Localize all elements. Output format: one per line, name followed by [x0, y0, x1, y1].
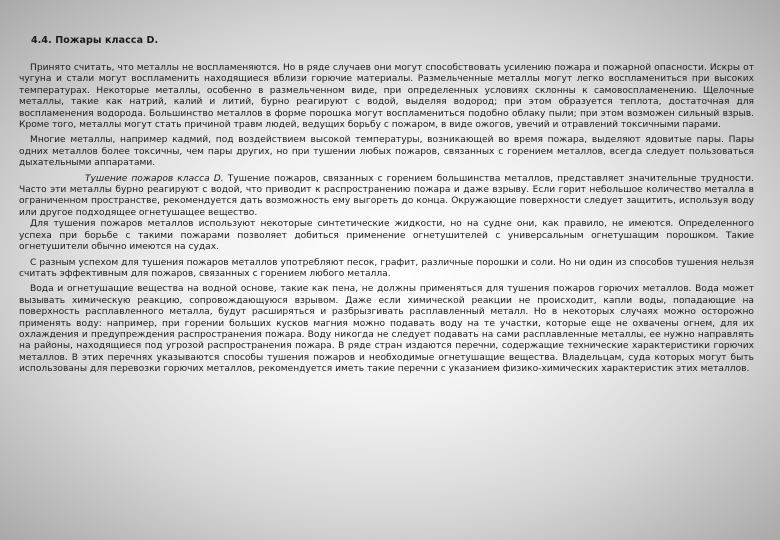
- paragraph-extinguishing: [19, 174, 754, 220]
- section-heading: 4.4. Пожары класса D.: [31, 35, 159, 46]
- extinguishing-text: Тушение пожаров, связанных с горением большинства металлов, представляет значительные трудности. Часто эти металлы бурно реагируют с водой, что приводит к распространению пожара и даже взрыву. Если горит небольшое количество металла в ограниченном пространстве, рекомендуется дать возможность ему выгореть до конца. Окружающие поверхности следует защитить, используя воду или другое подходящее огнетушащее вещество.: [19, 173, 754, 218]
- paragraph-water-use: Вода и огнетушащие вещества на водной основе, такие как пена, не должны применяться для тушения пожаров горючих металлов. Вода может вызывать химическую реакцию, сопровождающуюся взрывом. Даже если химической реакции не происходит, капли воды, попадающие на поверхность расплавленного металла, будут расширяться и разбрызгивать расплавленный металл. Но в некоторых случаях можно осторожно применять воду: например, при горении больших кусков магния можно подавать воду на те участки, которые еще не охвачены огнем, для их охлаждения и предупреждения распространения пожара. Воду никогда не следует подавать на сами расплавленные металлы, ее нужно направлять на районы, находящиеся под угрозой распространения пожара. В ряде стран издаются перечни, содержащие технические характеристики горючих металлов. В этих перечнях указываются способы тушения пожаров и необходимые огнетушащие вещества. Владельцам, суда которых могут быть использованы для перевозки горючих металлов, рекомендуется иметь такие перечни с указанием физико-химических характеристик этих металлов.: [19, 284, 754, 375]
- paragraph-sand-graphite: С разным успехом для тушения пожаров металлов употребляют песок, графит, различные порошки и соли. Но ни один из способов тушения нельзя считать эффективным для пожаров, связанных с горением любого металла.: [19, 257, 754, 279]
- extinguishing-lead: Тушение пожаров класса D.: [85, 173, 224, 184]
- paragraph-toxic-vapors: Многие металлы, например кадмий, под воздействием высокой температуры, возникающей во время пожара, выделяют ядовитые пары. Пары одних металлов более токсичны, чем пары других, но при тушении любых пожаров, связанных с горением металлов, всегда следует пользоваться дыхательными аппаратами.: [19, 135, 754, 169]
- paragraph-synthetic-liquids: Для тушения пожаров металлов используют некоторые синтетические жидкости, но на судне они, как правило, не имеются. Определенного успеха при борьбе с такими пожарами позволяет добиться применение огнетушителей с универсальным огнетушащим порошком. Такие огнетушители обычно имеются на судах.: [19, 219, 754, 253]
- paragraph-metals-intro: Принято считать, что металлы не воспламеняются. Но в ряде случаев они могут способствовать усилению пожара и пожарной опасности. Искры от чугуна и стали могут воспламенить находящиеся вблизи горючие материалы. Размельченные металлы могут легко воспламениться при высоких температурах. Некоторые металлы, особенно в размельченном виде, при определенных условиях склонны к самовоспламенению. Щелочные металлы, такие как натрий, калий и литий, бурно реагируют с водой, выделяя водород; при этом образуется теплота, достаточная для воспламенения водорода. Большинство металлов в форме порошка могут воспламениться подобно облаку пыли; при этом возможен сильный взрыв. Кроме того, металлы могут стать причиной травм людей, ведущих борьбу с пожаром, в виде ожогов, увечий и отравлений токсичными парами.: [19, 63, 754, 131]
- body-text: [19, 63, 754, 380]
